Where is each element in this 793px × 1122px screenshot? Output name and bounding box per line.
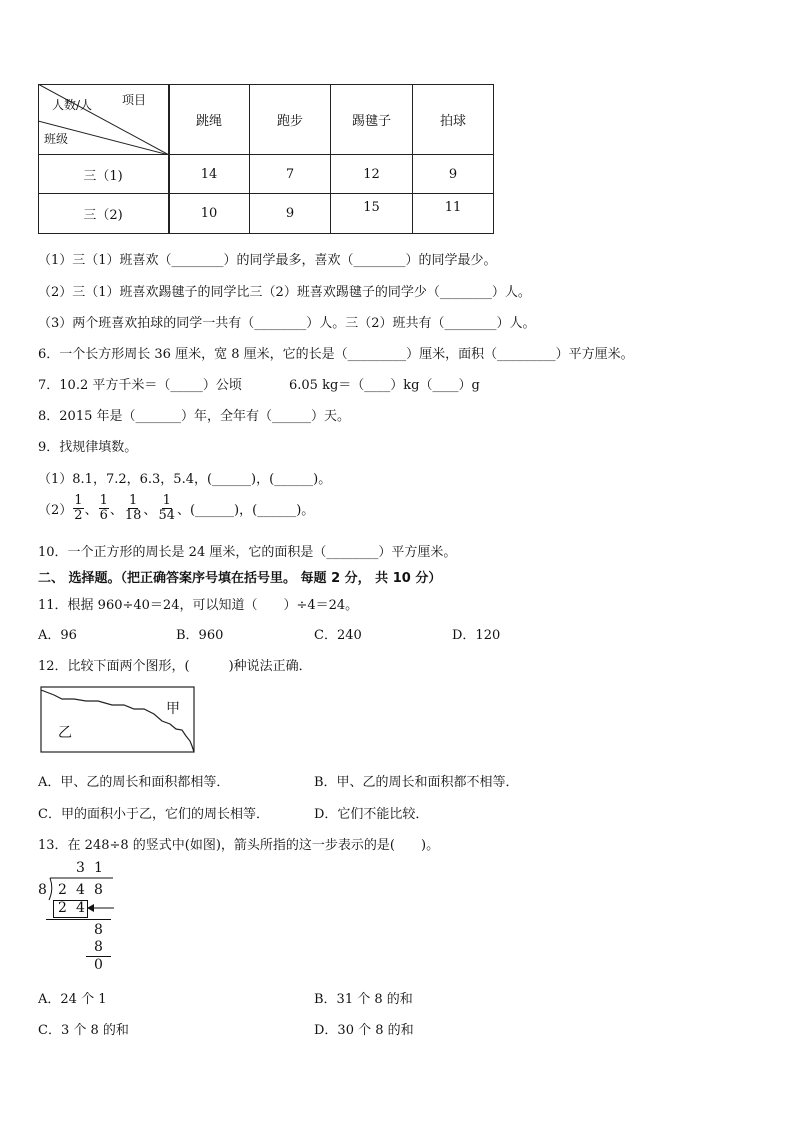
q11-option-c: C．240	[314, 628, 362, 643]
remainder-digit: 0	[94, 957, 103, 973]
question-7a: 7．10.2 平方千米＝（_____）公顷	[38, 378, 242, 393]
q12-option-d: D．它们不能比较．	[314, 807, 429, 822]
fraction-denominator: 6	[99, 508, 108, 524]
question-10: 10．一个正方形的周长是 24 厘米，它的面积是（________）平方厘米。	[38, 545, 457, 560]
step2-digit: 8	[94, 922, 103, 938]
fraction	[99, 494, 109, 524]
question-13: 13．在 248÷8 的竖式中(如图)，箭头所指的这一步表示的是( )。	[38, 838, 440, 853]
q13-option-a: A．24 个 1	[38, 992, 107, 1007]
question-11: 11．根据 960÷40＝24，可以知道（ ）÷4＝24。	[38, 598, 359, 613]
q13-option-b: B．31 个 8 的和	[314, 992, 413, 1007]
fraction	[124, 494, 143, 524]
fraction-numerator: 1	[99, 493, 108, 508]
q5-sub1: （1）三（1）班喜欢（________）的同学最多，喜欢（________）的同学最少。	[38, 253, 497, 268]
table-cell: 10	[200, 206, 218, 221]
fraction-numerator: 1	[129, 493, 138, 508]
col-header-shuttlecock: 踢毽子	[351, 113, 391, 129]
divisor: 8	[38, 882, 47, 898]
table-cell: 7	[285, 166, 295, 182]
fraction-denominator: 18	[124, 508, 142, 524]
q12-option-a: A．甲、乙的周长和面积都相等．	[38, 775, 230, 790]
question-12: 12．比较下面两个图形，( )种说法正确．	[38, 659, 312, 674]
question-9-title: 9．找规律填数。	[38, 440, 138, 455]
step1-digit: 2	[58, 900, 67, 916]
fraction	[73, 494, 83, 524]
label-yi: 乙	[58, 725, 72, 741]
q11-option-b: B．960	[176, 628, 224, 643]
q9-sub2-prefix: （2）	[38, 503, 73, 519]
q9-sub2-suffix: 、(______)，(______)。	[176, 503, 315, 519]
section-2-heading: 二、 选择题。（把正确答案序号填在括号里。 每题 2 分， 共 10 分）	[38, 571, 442, 586]
q13-option-d: D．30 个 8 的和	[314, 1023, 414, 1038]
fraction-denominator: 54	[158, 508, 175, 524]
fraction-denominator: 2	[74, 508, 83, 524]
survey-table	[38, 84, 494, 234]
table-cell: 12	[363, 166, 380, 182]
header-class-label: 班级	[44, 132, 69, 146]
step1-digit: 4	[76, 900, 85, 916]
q13-option-c: C．3 个 8 的和	[38, 1023, 129, 1038]
question-7b: 6.05 kg＝（____）kg（____）g	[289, 378, 480, 393]
question-8: 8．2015 年是（_______）年，全年有（______）天。	[38, 409, 350, 424]
table-cell: 11	[444, 200, 462, 215]
shape-comparison-figure	[40, 686, 196, 754]
quotient-digit: 3	[76, 860, 85, 876]
q12-option-b: B．甲、乙的周长和面积都不相等．	[314, 775, 519, 790]
q11-option-a: A．96	[38, 628, 77, 643]
table-cell: 9	[285, 206, 295, 221]
label-jia: 甲	[166, 701, 180, 717]
arrow-icon	[87, 902, 115, 914]
division-line	[46, 919, 111, 920]
step3-digit: 8	[94, 939, 103, 955]
fraction	[157, 494, 176, 524]
question-6: 6．一个长方形周长 36 厘米，宽 8 厘米，它的长是（_________）厘米，面积（_________）平方厘米。	[38, 347, 634, 362]
q5-sub2: （2）三（1）班喜欢踢毽子的同学比三（2）班喜欢踢毽子的同学少（________）人。	[38, 285, 531, 300]
row-label-class1: 三（1)	[83, 168, 123, 184]
question-9-sub2: （2） $\frac{1}{2}$ 、 $\frac{1}{6}$ 、 $\frac{1}{18}$ 、 $\frac{1}{54}$ 、(______)，(______)。	[38, 493, 315, 524]
dividend-digit: 2	[58, 882, 67, 898]
dividend-digit: 8	[94, 882, 103, 898]
col-header-ball: 拍球	[439, 113, 466, 129]
long-division-figure	[36, 860, 126, 975]
dividend-digit: 4	[76, 882, 85, 898]
table-cell: 9	[448, 166, 458, 182]
q12-option-c: C．甲的面积小于乙，它们的周长相等．	[38, 807, 269, 822]
header-project-label: 项目	[122, 93, 147, 107]
fraction-numerator: 1	[162, 493, 171, 508]
table-cell: 15	[363, 200, 380, 215]
question-9-sub1: （1）8.1，7.2，6.3，5.4，(______)，(______)。	[38, 472, 332, 487]
fraction-numerator: 1	[74, 493, 83, 508]
q5-sub3: （3）两个班喜欢拍球的同学一共有（________）人。三（2）班共有（________）人。	[38, 316, 536, 331]
q11-option-d: D．120	[452, 628, 501, 643]
table-cell: 14	[200, 166, 218, 182]
col-header-rope: 跳绳	[195, 113, 222, 129]
header-count-label: 人数/人	[52, 98, 93, 112]
col-header-run: 跑步	[276, 113, 303, 129]
row-label-class2: 三（2)	[83, 208, 123, 223]
quotient-digit: 1	[94, 860, 103, 876]
